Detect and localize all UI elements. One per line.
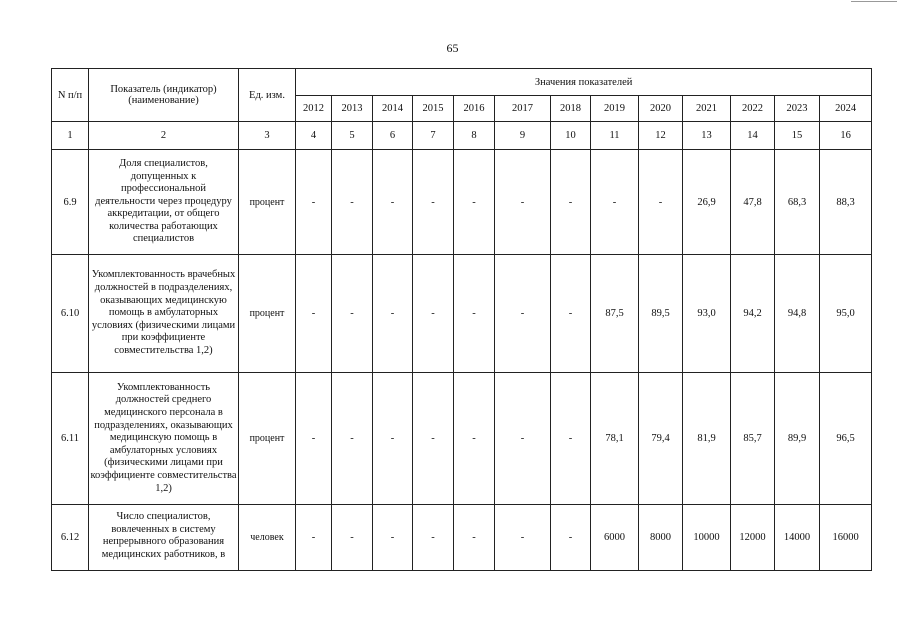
header-num: N п/п [52, 69, 89, 122]
header-unit: Ед. изм. [239, 69, 296, 122]
value-cell: - [495, 150, 551, 255]
indicator-name: Укомплектованность врачебных должностей в подразделениях, оказывающих медицинскую помощь в амбулаторных условиях (физическими лицами при коэффициенте совместительства 1,2) [89, 255, 239, 373]
value-cell: - [413, 505, 454, 571]
value-cell: - [551, 373, 591, 505]
unit-cell: процент [239, 150, 296, 255]
table-row [52, 150, 872, 255]
value-cell: 93,0 [683, 255, 731, 373]
unit-cell: процент [239, 373, 296, 505]
value-cell: - [413, 373, 454, 505]
value-cell: - [495, 255, 551, 373]
table-row [52, 255, 872, 373]
value-cell: - [591, 150, 639, 255]
year-header: 2023 [775, 96, 820, 122]
value-cell: 89,9 [775, 373, 820, 505]
value-cell: 79,4 [639, 373, 683, 505]
value-cell: 26,9 [683, 150, 731, 255]
header-row [52, 69, 872, 96]
value-cell: - [296, 505, 332, 571]
unit-cell: человек [239, 505, 296, 571]
value-cell: - [495, 505, 551, 571]
column-number: 11 [591, 122, 639, 150]
year-header: 2018 [551, 96, 591, 122]
column-number: 6 [373, 122, 413, 150]
value-cell: - [373, 505, 413, 571]
value-cell: 16000 [820, 505, 872, 571]
year-header: 2022 [731, 96, 775, 122]
value-cell: 47,8 [731, 150, 775, 255]
indicator-name: Укомплектованность должностей среднего медицинского персонала в подразделениях, оказывающих медицинскую помощь в амбулаторных условиях (физическими лицами при коэффициенте совместительства 1,2) [89, 373, 239, 505]
value-cell: - [551, 150, 591, 255]
column-number: 9 [495, 122, 551, 150]
value-cell: 14000 [775, 505, 820, 571]
value-cell: - [332, 505, 373, 571]
year-header: 2024 [820, 96, 872, 122]
value-cell: - [296, 373, 332, 505]
year-header: 2014 [373, 96, 413, 122]
value-cell: 68,3 [775, 150, 820, 255]
value-cell: 94,2 [731, 255, 775, 373]
value-cell: - [551, 255, 591, 373]
table-row [52, 373, 872, 505]
value-cell: - [454, 255, 495, 373]
value-cell: 89,5 [639, 255, 683, 373]
value-cell: 12000 [731, 505, 775, 571]
value-cell: - [332, 255, 373, 373]
row-number: 6.12 [52, 505, 89, 571]
column-number: 2 [89, 122, 239, 150]
value-cell: 6000 [591, 505, 639, 571]
year-header: 2016 [454, 96, 495, 122]
column-number: 7 [413, 122, 454, 150]
value-cell: - [551, 505, 591, 571]
indicators-table [51, 68, 872, 571]
indicator-name: Число специалистов, вовлеченных в систему непрерывного образования медицинских работников, в [89, 505, 239, 571]
value-cell: - [296, 150, 332, 255]
year-header: 2017 [495, 96, 551, 122]
value-cell: - [454, 373, 495, 505]
value-cell: - [296, 255, 332, 373]
value-cell: - [413, 255, 454, 373]
value-cell: - [454, 150, 495, 255]
year-header: 2020 [639, 96, 683, 122]
value-cell: 94,8 [775, 255, 820, 373]
row-number: 6.10 [52, 255, 89, 373]
page-number: 65 [446, 41, 459, 55]
corner-rule [851, 1, 897, 2]
value-cell: 87,5 [591, 255, 639, 373]
indicator-name: Доля специалистов, допущенных к профессиональной деятельности через процедуру аккредитации, от общего количества работающих специалистов [89, 150, 239, 255]
year-header: 2015 [413, 96, 454, 122]
column-number: 16 [820, 122, 872, 150]
header-values-group: Значения показателей [296, 69, 872, 96]
value-cell: 95,0 [820, 255, 872, 373]
value-cell: - [373, 373, 413, 505]
year-header: 2012 [296, 96, 332, 122]
year-header: 2019 [591, 96, 639, 122]
column-number: 12 [639, 122, 683, 150]
table-row [52, 505, 872, 571]
value-cell: - [454, 505, 495, 571]
header-name: Показатель (индикатор) (наименование) [89, 69, 239, 122]
value-cell: - [639, 150, 683, 255]
column-numbers-row [52, 122, 872, 150]
unit-cell: процент [239, 255, 296, 373]
value-cell: 78,1 [591, 373, 639, 505]
value-cell: - [332, 373, 373, 505]
year-header: 2021 [683, 96, 731, 122]
column-number: 13 [683, 122, 731, 150]
value-cell: 88,3 [820, 150, 872, 255]
column-number: 15 [775, 122, 820, 150]
value-cell: - [495, 373, 551, 505]
value-cell: 96,5 [820, 373, 872, 505]
column-number: 5 [332, 122, 373, 150]
value-cell: 10000 [683, 505, 731, 571]
value-cell: - [373, 255, 413, 373]
year-header: 2013 [332, 96, 373, 122]
row-number: 6.9 [52, 150, 89, 255]
column-number: 4 [296, 122, 332, 150]
row-number: 6.11 [52, 373, 89, 505]
value-cell: 8000 [639, 505, 683, 571]
value-cell: 81,9 [683, 373, 731, 505]
value-cell: 85,7 [731, 373, 775, 505]
value-cell: - [413, 150, 454, 255]
value-cell: - [332, 150, 373, 255]
column-number: 1 [52, 122, 89, 150]
column-number: 8 [454, 122, 495, 150]
column-number: 14 [731, 122, 775, 150]
column-number: 10 [551, 122, 591, 150]
value-cell: - [373, 150, 413, 255]
column-number: 3 [239, 122, 296, 150]
